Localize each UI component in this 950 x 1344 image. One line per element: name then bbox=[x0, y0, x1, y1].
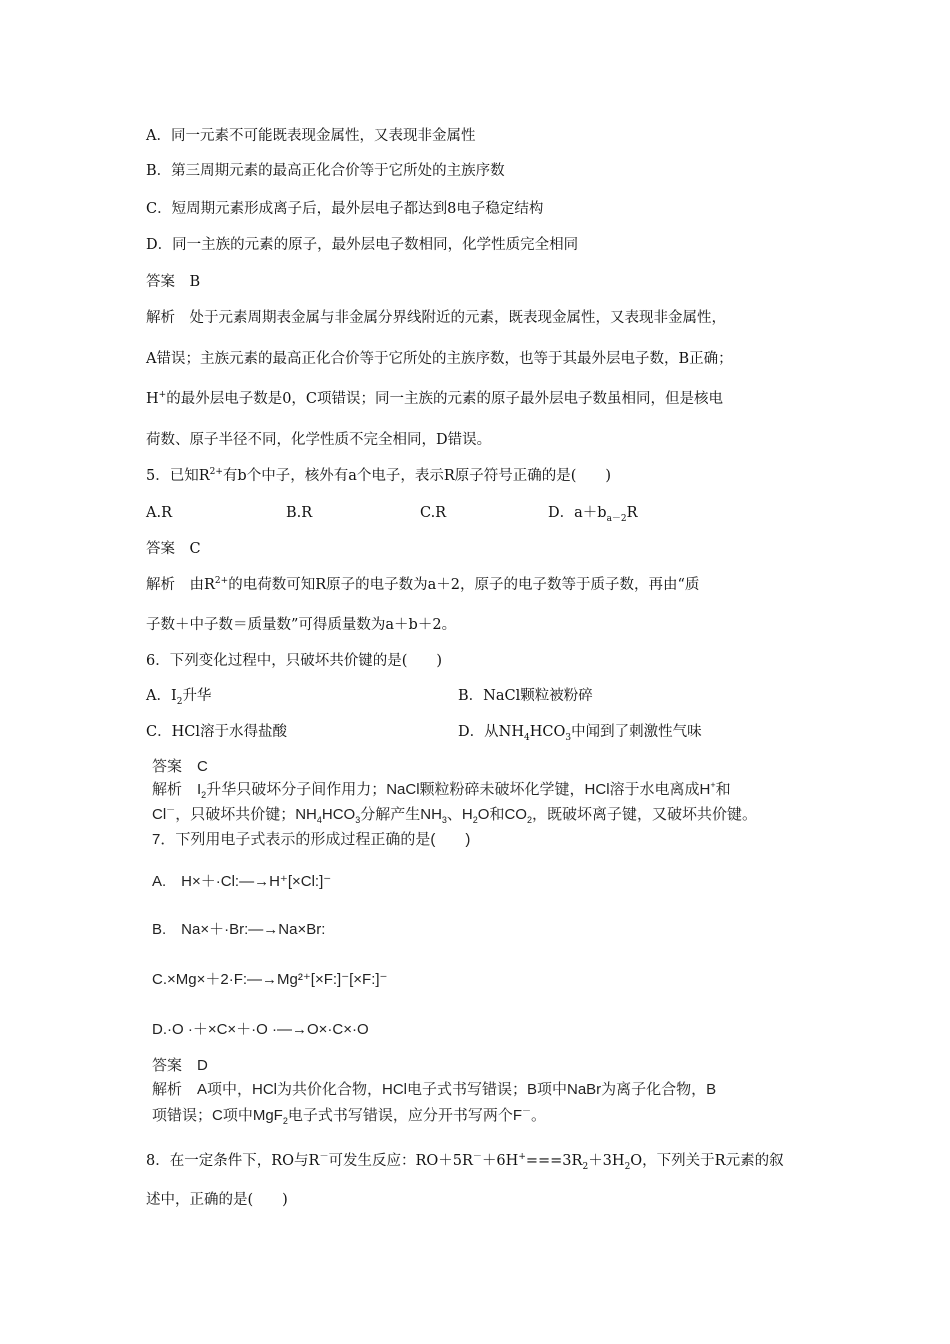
q7-answer: 答案 D bbox=[152, 1057, 208, 1074]
q6-explanation-line-1: 解析 $I_2$升华只破坏分子间作用力；NaCl颗粒粉碎未破坏化学键，HCl溶于水电离成H+和 bbox=[152, 780, 731, 800]
q6-stem: 6．下列变化过程中，只破坏共价键的是( ) bbox=[146, 653, 443, 669]
q6-option-a: A．$I_2$升华 bbox=[146, 688, 212, 707]
q4-option-b: B．第三周期元素的最高正化合价等于它所处的主族序数 bbox=[146, 163, 505, 179]
q5-option-a: A.R bbox=[146, 505, 172, 521]
q5-answer: 答案 C bbox=[146, 541, 201, 557]
q8-stem-line-2: 述中，正确的是( ) bbox=[146, 1192, 288, 1208]
q6-option-b: B．NaCl颗粒被粉碎 bbox=[458, 688, 593, 704]
q5-option-c: C.R bbox=[420, 505, 447, 521]
q7-option-b: B. Na×＋·Br:—→Na×Br: bbox=[152, 921, 326, 938]
q4-answer: 答案 B bbox=[146, 274, 201, 290]
q4-explanation-line-4: 荷数、原子半径不同，化学性质不完全相同，D错误。 bbox=[146, 432, 492, 448]
q5-option-b: B.R bbox=[286, 505, 313, 521]
q7-option-c: C.×Mg×＋2·F:—→Mg²⁺[×F:]⁻[×F:]⁻ bbox=[152, 971, 388, 988]
q7-option-d: D.·O ·＋×C×＋·O ·—→O×·C×·O bbox=[152, 1021, 369, 1038]
q5-explanation-line-2: 子数＋中子数＝质量数”可得质量数为a＋b＋2。 bbox=[146, 617, 457, 633]
q6-explanation-line-2: Cl－，只破坏共价键；$NH_4HCO_3$分解产生$NH_3$、$H_2O$和$CO_2$，既破坏离子键，又破坏共价键。 bbox=[152, 805, 757, 825]
q6-option-d: D．从$NH_4HCO_3$中闻到了刺激性气味 bbox=[458, 724, 702, 743]
q6-answer: 答案 C bbox=[152, 758, 208, 775]
q4-option-a: A．同一元素不可能既表现金属性，又表现非金属性 bbox=[146, 128, 476, 144]
q4-explanation-line-2: A错误；主族元素的最高正化合价等于它所处的主族序数，也等于其最外层电子数，B正确； bbox=[146, 351, 733, 367]
q5-stem: 5．已知$R^{2+}$有b个中子，核外有a个电子，表示R原子符号正确的是( ) bbox=[146, 467, 612, 484]
q4-explanation-line-1: 解析 处于元素周期表金属与非金属分界线附近的元素，既表现金属性，又表现非金属性， bbox=[146, 310, 726, 326]
q7-option-a: A. H×＋·Cl:—→H⁺[×Cl:]⁻ bbox=[152, 873, 332, 890]
q6-option-c: C．HCl溶于水得盐酸 bbox=[146, 724, 287, 740]
q7-stem: 7．下列用电子式表示的形成过程正确的是( ) bbox=[152, 831, 471, 848]
q5-option-d: D．$a+b_{a-2}R$ bbox=[548, 505, 638, 524]
q4-option-d: D．同一主族的元素的原子，最外层电子数相同，化学性质完全相同 bbox=[146, 237, 579, 253]
q7-explanation-line-1: 解析 A项中，HCl为共价化合物，HCl电子式书写错误；B项中NaBr为离子化合物，B bbox=[152, 1081, 717, 1098]
q5-explanation-line-1: 解析 由$R^{2+}$的电荷数可知R原子的电子数为a＋2，原子的电子数等于质子数，再由“质 bbox=[146, 576, 700, 593]
watermark-logo bbox=[727, 889, 864, 995]
q8-stem-line-1: 8．在一定条件下，RO与R－可发生反应：$RO+5R^-+6H^+===3R_2+3H_2O$，下列关于R元素的叙 bbox=[146, 1152, 784, 1172]
q4-option-c: C．短周期元素形成离子后，最外层电子都达到8电子稳定结构 bbox=[146, 201, 544, 217]
q4-explanation-line-3: H+的最外层电子数是0，C项错误；同一主族的元素的原子最外层电子数虽相同，但是核电 bbox=[146, 390, 724, 407]
q7-explanation-line-2: 项错误；C项中MgF$_2$电子式书写错误，应分开书写两个F－。 bbox=[152, 1106, 547, 1126]
